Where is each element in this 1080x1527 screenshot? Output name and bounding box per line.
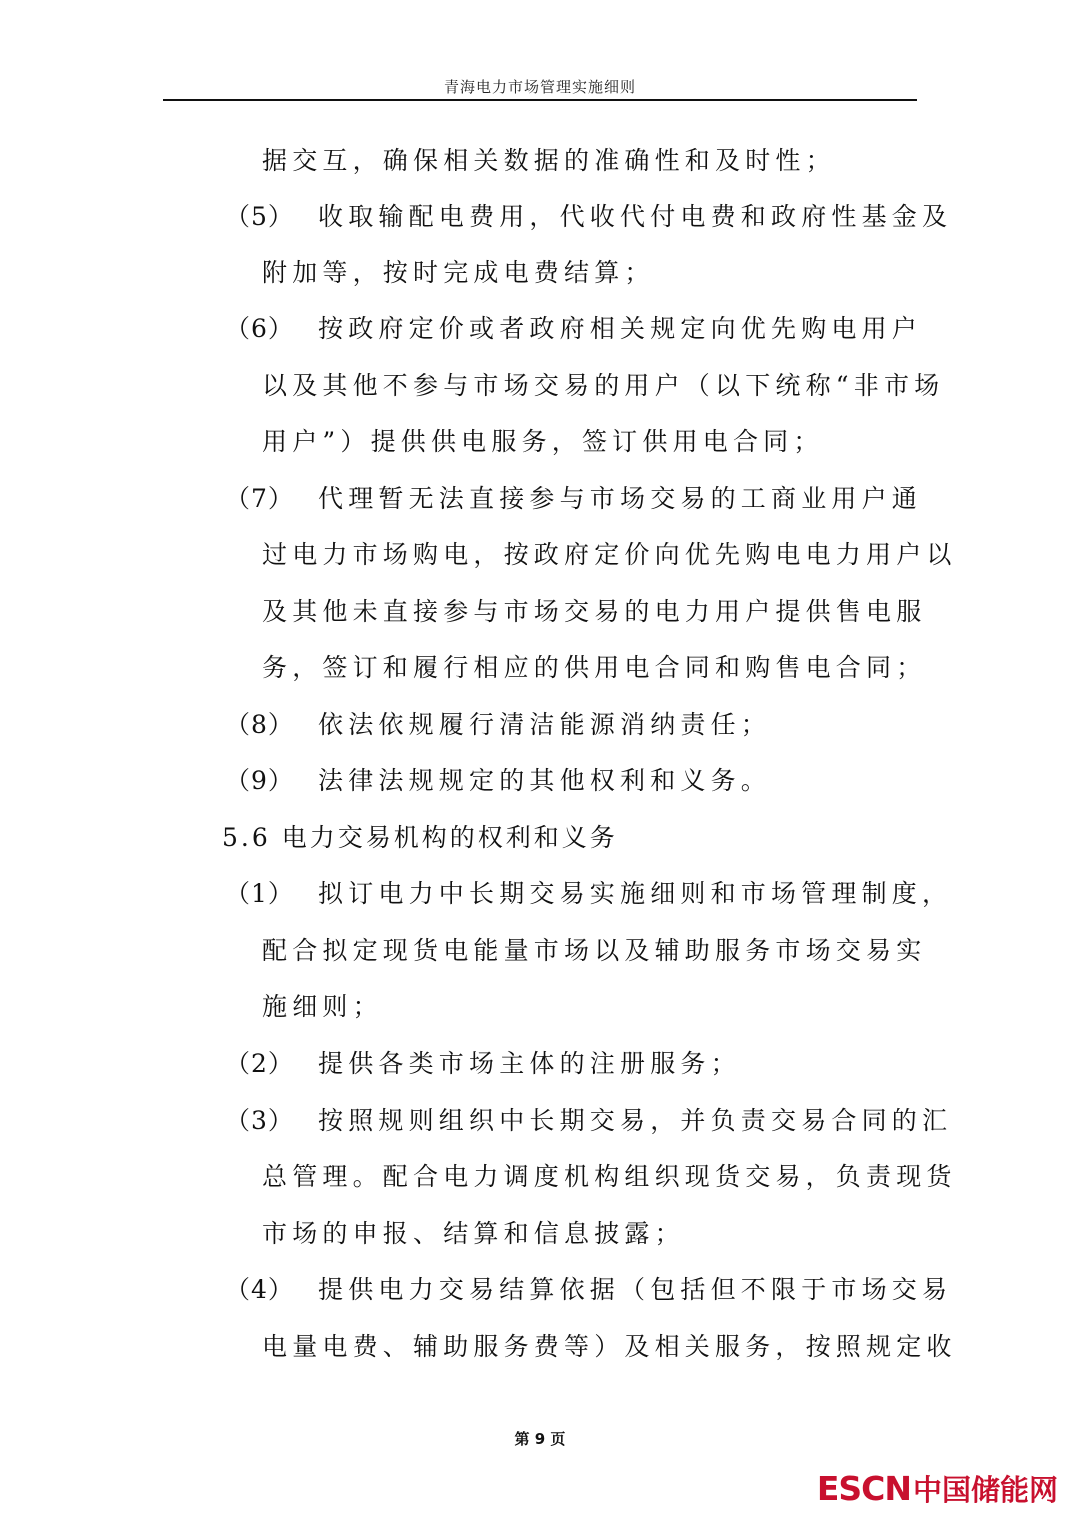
page-number: 第 9 页 [514,1430,566,1448]
line-continuation: 务，签订和履行相应的供用电合同和购售电合同； [262,653,927,682]
line-continuation: 及其他未直接参与市场交易的电力用户提供售电服 [262,597,927,626]
item-number: （4） [225,1275,294,1304]
watermark-cjk: 中国储能网 [912,1473,1058,1507]
item-number: （8） [225,710,294,739]
item-text: 代理暂无法直接参与市场交易的工商业用户通 [318,484,923,513]
item-number: （1） [225,879,294,908]
item-text: 法律法规规定的其他权利和义务。 [318,766,772,795]
line-continuation: 电量电费、辅助服务费等）及相关服务，按照规定收 [262,1332,957,1361]
line-continuation: 施细则； [262,992,383,1021]
item-number: （5） [225,202,294,231]
item-number: （2） [225,1049,294,1078]
escn-watermark-logo [817,1468,1058,1509]
item-number: （3） [225,1106,294,1135]
item-text: 提供各类市场主体的注册服务； [318,1049,741,1078]
item-text: 按照规则组织中长期交易，并负责交易合同的汇 [318,1106,953,1135]
line-continuation: 以及其他不参与市场交易的用户（以下统称“非市场 [262,371,945,400]
line-continuation: 附加等，按时完成电费结算； [262,258,655,287]
item-text: 收取输配电费用，代收代付电费和政府性基金及 [318,202,953,231]
section-heading: 5.6 电力交易机构的权利和义务 [222,823,618,852]
item-number: （6） [225,314,294,343]
item-number: （9） [225,766,294,795]
item-text: 依法依规履行清洁能源消纳责任； [318,710,772,739]
item-text: 提供电力交易结算依据（包括但不限于市场交易 [318,1275,953,1304]
line-continuation: 过电力市场购电，按政府定价向优先购电电力用户以 [262,540,957,569]
line-continuation: 市场的申报、结算和信息披露； [262,1219,685,1248]
line-continuation: 据交互，确保相关数据的准确性和及时性； [262,146,836,175]
header-title: 青海电力市场管理实施细则 [443,78,636,96]
line-continuation: 配合拟定现货电能量市场以及辅助服务市场交易实 [262,936,927,965]
line-continuation: 用户”）提供供电服务，签订供用电合同； [262,427,824,456]
item-text: 按政府定价或者政府相关规定向优先购电用户 [318,314,923,343]
item-text: 拟订电力中长期交易实施细则和市场管理制度， [318,879,953,908]
header-divider [163,99,917,101]
watermark-latin: ESCN [816,1469,911,1508]
line-continuation: 总管理。配合电力调度机构组织现货交易，负责现货 [262,1162,957,1191]
item-number: （7） [225,484,294,513]
